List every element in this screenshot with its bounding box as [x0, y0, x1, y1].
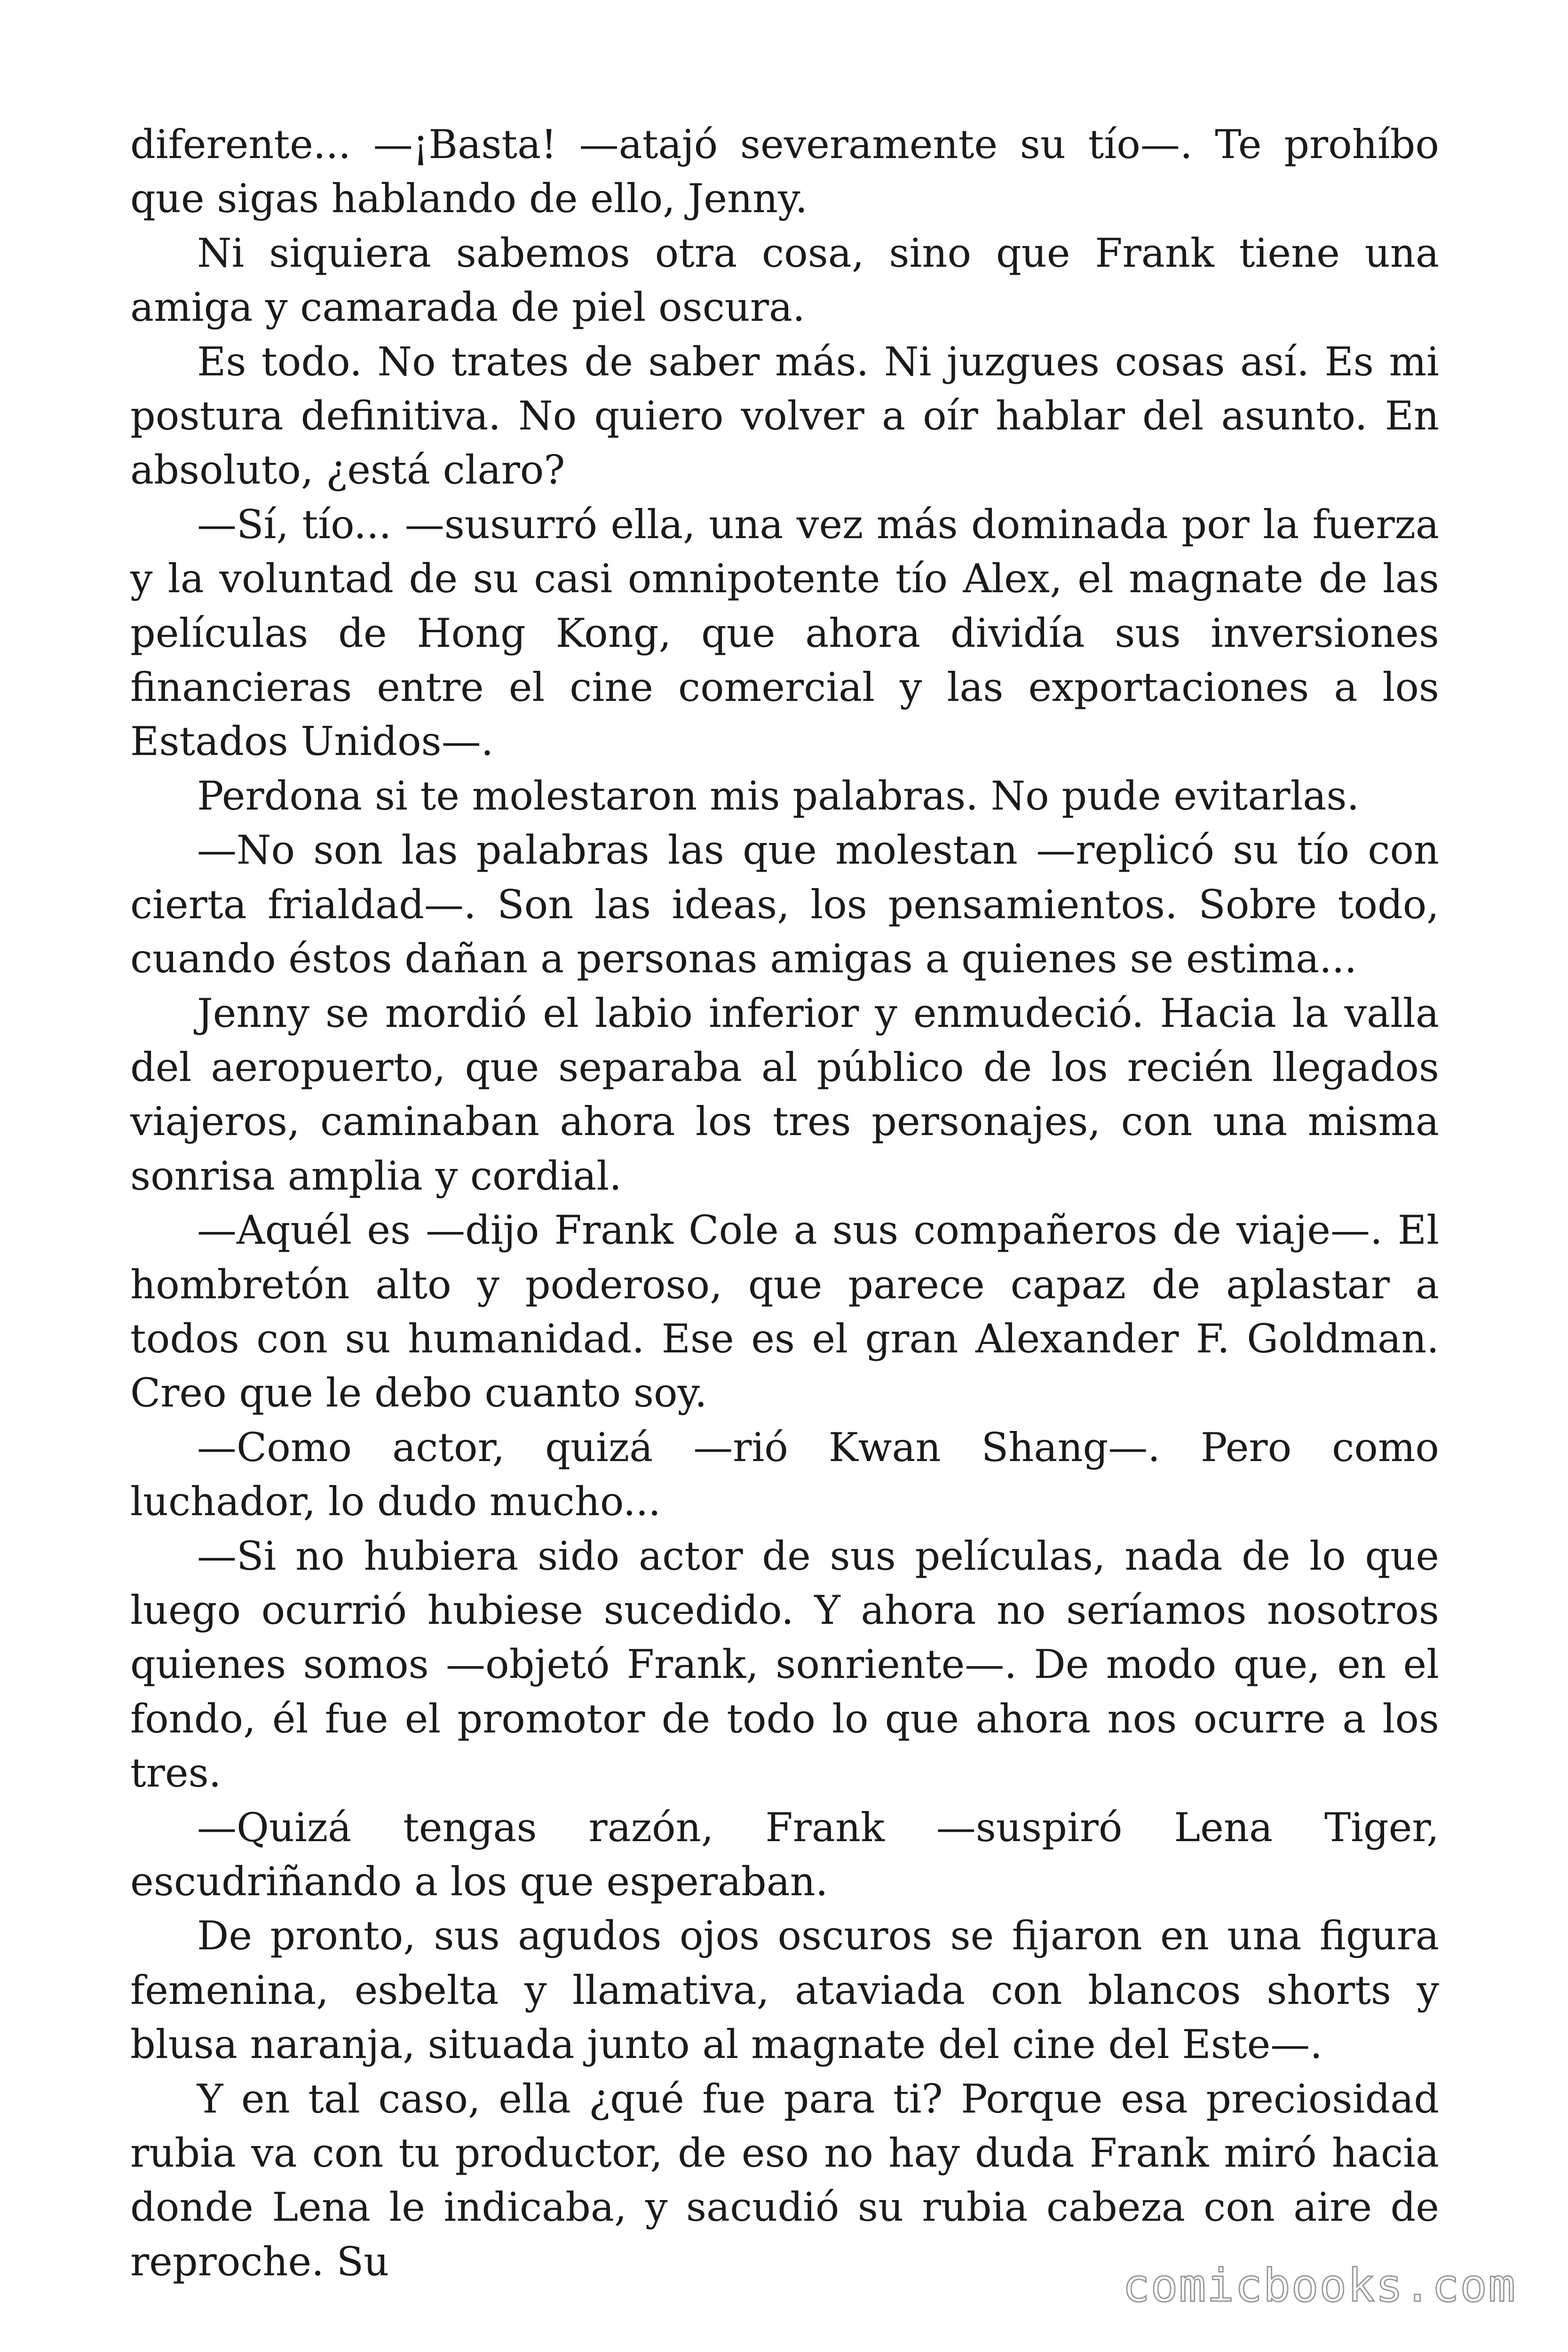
paragraph: —Quizá tengas razón, Frank —suspiró Lena Tiger, escudriñando a los que esperaban. — [130, 1804, 1439, 1905]
paragraph: —Como actor, quizá —rió Kwan Shang—. Pero como luchador, lo dudo mucho... — [130, 1424, 1439, 1525]
paragraph: Es todo. No trates de saber más. Ni juzgues cosas así. Es mi postura definitiva. No quiero volver a oír hablar del asunto. En absoluto, ¿está claro? — [130, 338, 1439, 493]
paragraph: —Si no hubiera sido actor de sus películas, nada de lo que luego ocurrió hubiese sucedido. Y ahora no seríamos nosotros quienes somos —objetó Frank, sonriente—. De modo que, en el fondo, él fue el promotor de todo lo que ahora nos ocurre a los tres. — [130, 1533, 1439, 1796]
paragraph: —Sí, tío... —susurró ella, una vez más dominada por la fuerza y la voluntad de su casi omnipotente tío Alex, el magnate de las películas de Hong Kong, que ahora dividía sus inversiones financieras entre el cine comercial y las exportaciones a los Estados Unidos—. — [130, 501, 1439, 765]
watermark: comicbooks.com — [1122, 2259, 1516, 2312]
paragraph: diferente... —¡Basta! —atajó severamente su tío—. Te prohíbo que sigas hablando de ello, Jenny. — [130, 121, 1439, 222]
paragraph: Y en tal caso, ella ¿qué fue para ti? Porque esa preciosidad rubia va con tu productor, de eso no hay duda Frank miró hacia donde Lena le indicaba, y sacudió su rubia cabeza con aire de reproche. Su — [130, 2075, 1439, 2285]
paragraph: Jenny se mordió el labio inferior y enmudeció. Hacia la valla del aeropuerto, que separaba al público de los recién llegados viajeros, caminaban ahora los tres personajes, con una misma sonrisa amplia y cordial. — [130, 990, 1439, 1199]
paragraph: Perdona si te molestaron mis palabras. No pude evitarlas. — [197, 772, 1360, 819]
paragraph: —Aquél es —dijo Frank Cole a sus compañeros de viaje—. El hombretón alto y poderoso, que parece capaz de aplastar a todos con su humanidad. Ese es el gran Alexander F. Goldman. Creo que le debo cuanto soy. — [130, 1207, 1439, 1416]
paragraph: Ni siquiera sabemos otra cosa, sino que Frank tiene una amiga y camarada de piel oscura. — [130, 230, 1439, 331]
paragraph: De pronto, sus agudos ojos oscuros se fijaron en una figura femenina, esbelta y llamativa, ataviada con blancos shorts y blusa naranja, situada junto al magnate del cine del Este—. — [130, 1913, 1439, 2068]
paragraph: —No son las palabras las que molestan —replicó su tío con cierta frialdad—. Son las ideas, los pensamientos. Sobre todo, cuando éstos dañan a personas amigas a quienes se estima... — [130, 827, 1439, 982]
body-text — [130, 118, 1439, 2289]
